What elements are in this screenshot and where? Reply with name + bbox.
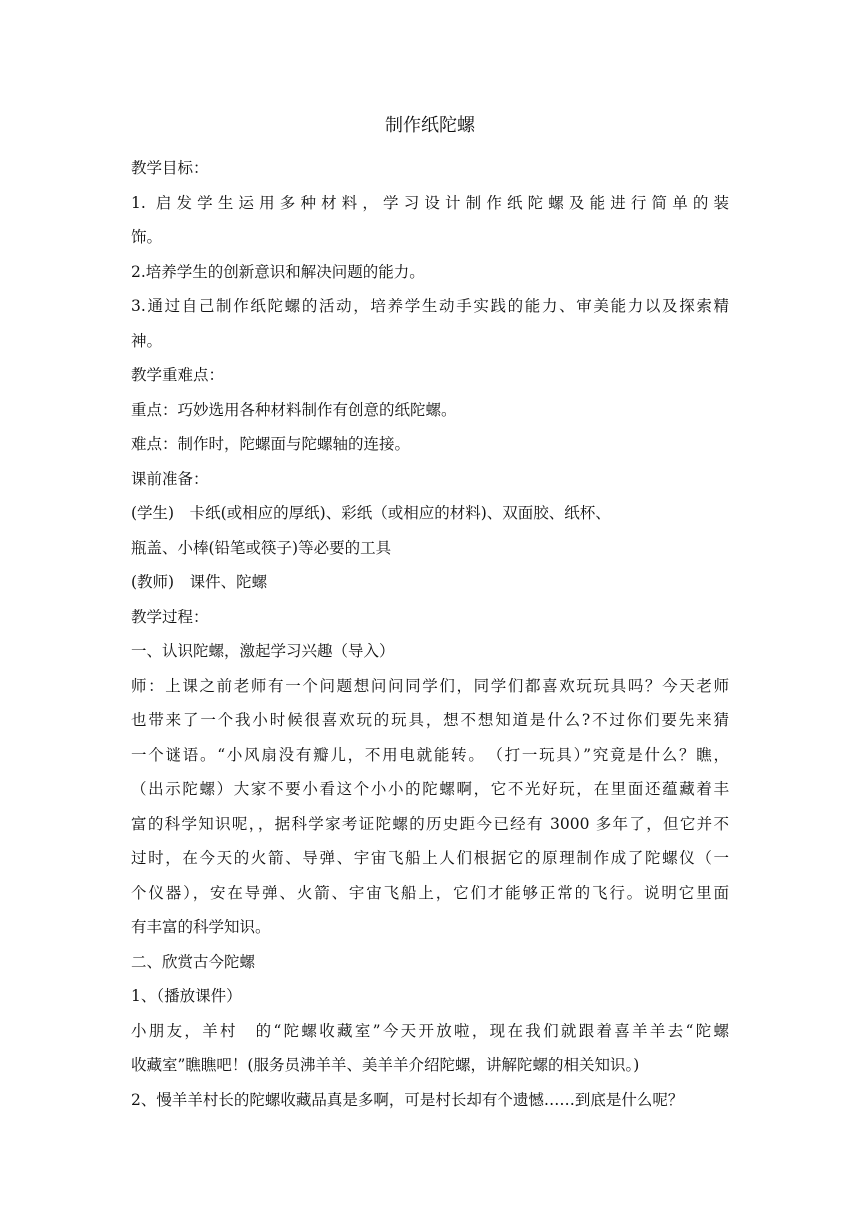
paragraph-line-6: 过时，在今天的火箭、导弹、宇宙飞船上人们根据它的原理制作成了陀螺仪（一 <box>131 849 729 867</box>
goal-1-line-2: 饰。 <box>131 228 163 246</box>
paragraph-line-5: 富的科学知识呢，，据科学家考证陀螺的历史距今已经有 3000 多年了，但它并不 <box>131 814 729 833</box>
paragraph-line-1: 师：上课之前老师有一个问题想问问同学们，同学们都喜欢玩玩具吗？今天老师 <box>131 676 729 695</box>
key-point: 重点：巧妙选用各种材料制作有创意的纸陀螺。 <box>131 400 457 419</box>
step-1-line-2: 收藏室”瞧瞧吧！(服务员沸羊羊、美羊羊介绍陀螺，讲解陀螺的相关知识。) <box>131 1056 640 1074</box>
section-1-heading: 一、认识陀螺，激起学习兴趣（导入） <box>131 642 395 660</box>
heading-teaching-process: 教学过程： <box>131 607 209 626</box>
heading-teaching-goals: 教学目标： <box>131 159 209 177</box>
student-materials-line-2: 瓶盖、小棒(铅笔或筷子)等必要的工具 <box>131 538 392 557</box>
difficult-point: 难点：制作时，陀螺面与陀螺轴的连接。 <box>131 435 411 453</box>
student-materials-line-1: (学生) 卡纸(或相应的厚纸)、彩纸（或相应的材料)、双面胶、纸杯、 <box>131 504 611 522</box>
paragraph-line-4: （出示陀螺）大家不要小看这个小小的陀螺啊，它不光好玩，在里面还蕴藏着丰 <box>131 780 729 798</box>
paragraph-line-7: 个仪器），安在导弹、火箭、宇宙飞船上，它们才能够正常的飞行。说明它里面 <box>131 883 729 902</box>
document-body <box>131 151 729 1117</box>
goal-1-line-1: 1. 启发学生运用多种材料，学习设计制作纸陀螺及能进行简单的装 <box>131 193 729 212</box>
goal-3-line-2: 神。 <box>131 331 163 350</box>
paragraph-line-8: 有丰富的科学知识。 <box>131 918 271 936</box>
heading-preparation: 课前准备： <box>131 469 209 488</box>
paragraph-line-3: 一个谜语。“小风扇没有瓣儿，不用电就能转。 （打一玩具）”究竟是什么？瞧， <box>131 745 729 764</box>
step-1-heading: 1、（播放课件） <box>131 987 242 1005</box>
document-title: 制作纸陀螺 <box>385 115 475 136</box>
teacher-materials: (教师) 课件、陀螺 <box>131 573 268 591</box>
heading-key-points: 教学重难点： <box>131 366 225 384</box>
step-1-line-1: 小朋友，羊村 的“陀螺收藏室”今天开放啦，现在我们就跟着喜羊羊去“陀螺 <box>131 1021 729 1040</box>
goal-2: 2.培养学生的创新意识和解决问题的能力。 <box>131 262 425 281</box>
section-2-heading: 二、欣赏古今陀螺 <box>131 952 256 971</box>
goal-3-line-1: 3.通过自己制作纸陀螺的活动，培养学生动手实践的能力、审美能力以及探索精 <box>131 297 729 315</box>
step-2-line-1: 2、慢羊羊村长的陀螺收藏品真是多啊，可是村长却有个遗憾……到底是什么呢？ <box>131 1090 684 1109</box>
paragraph-line-2: 也带来了一个我小时候很喜欢玩的玩具，想不想知道是什么?不过你们要先来猜 <box>131 711 729 729</box>
